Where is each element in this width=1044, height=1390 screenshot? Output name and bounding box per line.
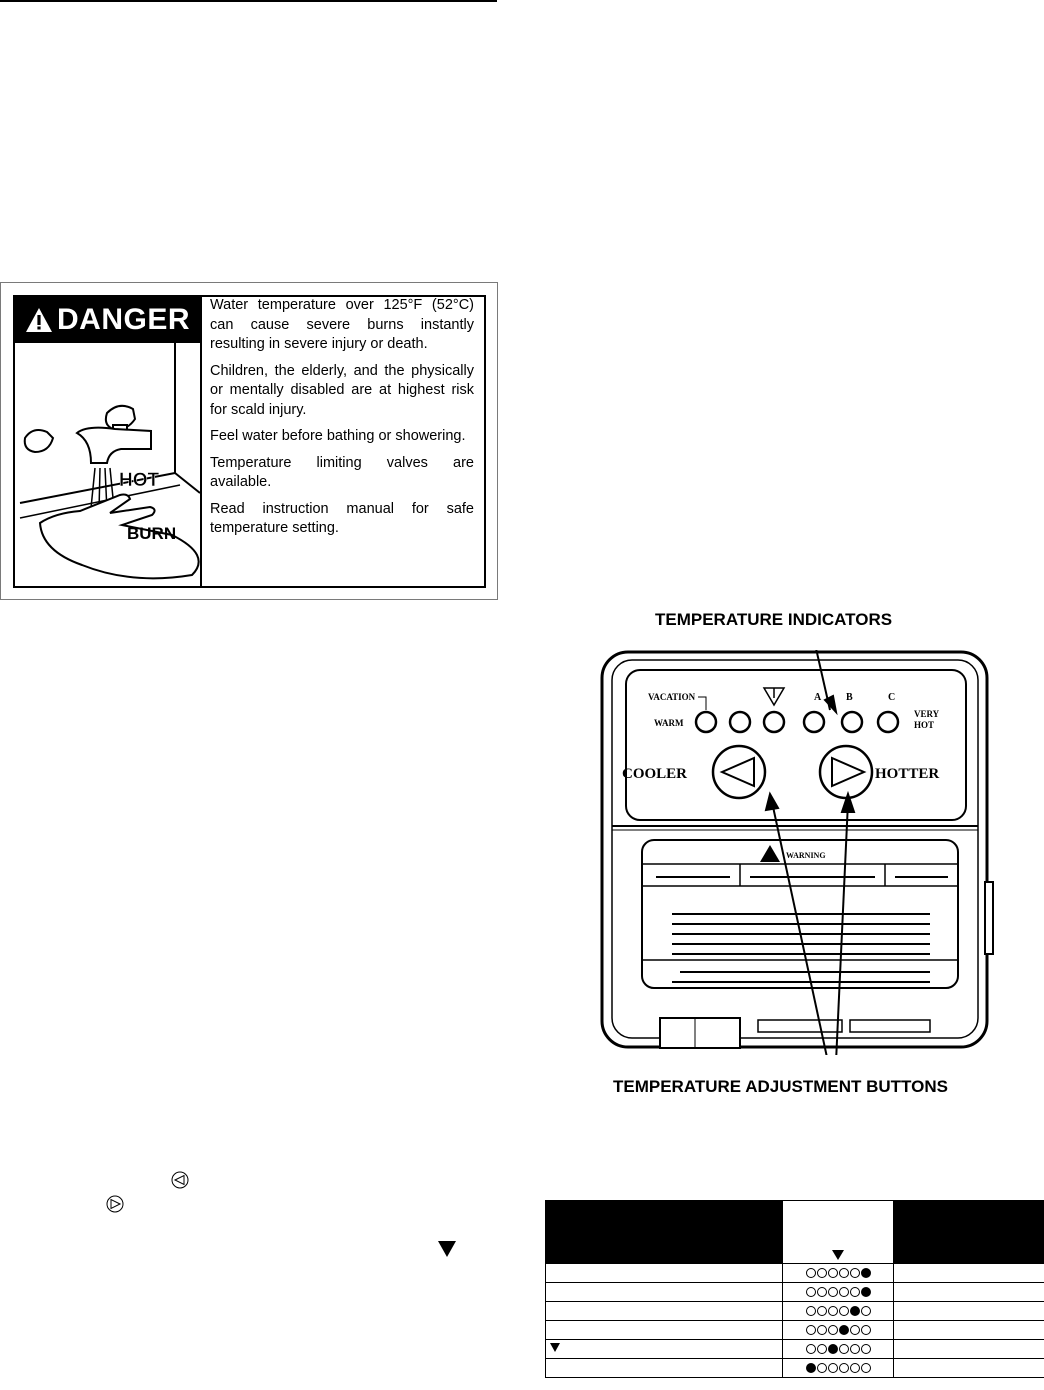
very-hot-label: HOT <box>914 720 935 730</box>
table-header-row <box>546 1201 1044 1264</box>
indicator-light <box>842 712 862 732</box>
indicator-dot <box>817 1287 827 1297</box>
danger-paragraph: Water temperature over 125°F (52°C) can cause severe burns instantly resulting in severe injury or death. <box>210 297 474 352</box>
indicator-label-b: B <box>846 692 853 703</box>
scald-illustration <box>15 343 200 586</box>
hot-text: HOT <box>119 470 160 491</box>
indicator-light <box>730 712 750 732</box>
indicator-dot <box>806 1306 816 1316</box>
hotter-label: HOTTER <box>875 766 940 782</box>
table-cell-setting <box>546 1283 783 1302</box>
indicator-dot-lit <box>806 1363 816 1373</box>
table-cell-temperature <box>894 1359 1044 1378</box>
table-header-cell <box>546 1201 783 1264</box>
table-cell-temperature <box>894 1340 1044 1359</box>
table-cell-temperature <box>894 1283 1044 1302</box>
table-cell-setting <box>546 1359 783 1378</box>
indicator-dot <box>850 1325 860 1335</box>
indicator-light <box>878 712 898 732</box>
indicator-dot <box>839 1344 849 1354</box>
indicator-dot <box>806 1287 816 1297</box>
table-cell-setting <box>546 1302 783 1321</box>
burn-text: BURN <box>127 524 177 543</box>
top-rule <box>0 0 497 2</box>
indicator-dot <box>850 1363 860 1373</box>
table-row <box>546 1321 1044 1340</box>
table-cell-indicators <box>783 1283 894 1302</box>
table-row <box>546 1283 1044 1302</box>
table-cell-setting <box>546 1321 783 1340</box>
table-cell-setting <box>546 1340 783 1359</box>
indicator-light <box>696 712 716 732</box>
indicator-dot <box>817 1344 827 1354</box>
indicator-label-c: C <box>888 692 896 703</box>
very-label: VERY <box>914 709 940 719</box>
warning-triangle-icon <box>25 307 53 333</box>
indicator-dot <box>817 1363 827 1373</box>
table-row <box>546 1302 1044 1321</box>
temperature-indicators-label: TEMPERATURE INDICATORS <box>655 610 893 629</box>
danger-divider <box>200 297 202 586</box>
control-panel-diagram <box>600 650 995 1055</box>
danger-title: DANGER <box>56 303 190 336</box>
indicator-dot-lit <box>839 1325 849 1335</box>
table-row <box>546 1340 1044 1359</box>
indicator-dot-lit <box>861 1287 871 1297</box>
indicator-dot-lit <box>861 1268 871 1278</box>
indicator-dot <box>839 1268 849 1278</box>
indicator-light <box>804 712 824 732</box>
indicator-dot <box>861 1325 871 1335</box>
indicator-dot <box>806 1325 816 1335</box>
table-cell-indicators <box>783 1264 894 1283</box>
danger-header <box>15 297 200 343</box>
table-cell-temperature <box>894 1264 1044 1283</box>
indicator-dot-lit <box>828 1344 838 1354</box>
table-cell-indicators <box>783 1340 894 1359</box>
indicator-dot <box>817 1268 827 1278</box>
danger-text <box>210 296 474 546</box>
indicator-dot <box>828 1287 838 1297</box>
down-triangle-icon <box>550 1343 560 1352</box>
indicator-dot <box>828 1363 838 1373</box>
indicator-dot <box>828 1325 838 1335</box>
indicator-dot <box>861 1306 871 1316</box>
danger-paragraph: Read instruction manual for safe temperature setting. <box>210 500 474 536</box>
warm-label: WARM <box>654 718 684 728</box>
table-header-cell <box>783 1201 894 1264</box>
down-triangle-icon <box>832 1250 844 1260</box>
indicator-dot <box>817 1325 827 1335</box>
indicator-dot <box>839 1306 849 1316</box>
cooler-label: COOLER <box>622 766 688 782</box>
temperature-adjustment-buttons-label: TEMPERATURE ADJUSTMENT BUTTONS <box>613 1077 948 1096</box>
table-cell-temperature <box>894 1321 1044 1340</box>
indicator-dot <box>850 1287 860 1297</box>
table-cell-temperature <box>894 1302 1044 1321</box>
warning-label: WARNING <box>786 851 826 860</box>
table-cell-indicators <box>783 1321 894 1340</box>
danger-paragraph: Temperature limiting valves are available. <box>210 454 474 490</box>
indicator-light <box>764 712 784 732</box>
indicator-dot <box>850 1344 860 1354</box>
down-triangle-icon <box>438 1241 456 1257</box>
table-cell-setting <box>546 1264 783 1283</box>
table-cell-indicators <box>783 1359 894 1378</box>
indicator-dot <box>828 1268 838 1278</box>
table-row <box>546 1359 1044 1378</box>
indicator-dot <box>839 1287 849 1297</box>
danger-paragraph: Feel water before bathing or showering. <box>210 428 466 444</box>
indicator-dot <box>806 1344 816 1354</box>
temperature-setting-table <box>545 1200 1044 1378</box>
danger-paragraph: Children, the elderly, and the physically or mentally disabled are at highest risk for scald injury. <box>210 362 474 418</box>
indicator-dot <box>828 1306 838 1316</box>
hotter-button-icon <box>106 1195 124 1213</box>
table-cell-indicators <box>783 1302 894 1321</box>
indicator-dot <box>861 1344 871 1354</box>
indicator-dot <box>850 1268 860 1278</box>
table-header-cell <box>894 1201 1044 1264</box>
indicator-label-a: A <box>814 692 822 703</box>
indicator-dot <box>817 1306 827 1316</box>
vacation-label: VACATION <box>648 692 696 702</box>
table-row <box>546 1264 1044 1283</box>
indicator-dot <box>861 1363 871 1373</box>
indicator-dot <box>839 1363 849 1373</box>
indicator-dot <box>806 1268 816 1278</box>
indicator-dot-lit <box>850 1306 860 1316</box>
cooler-button-icon <box>171 1171 189 1189</box>
